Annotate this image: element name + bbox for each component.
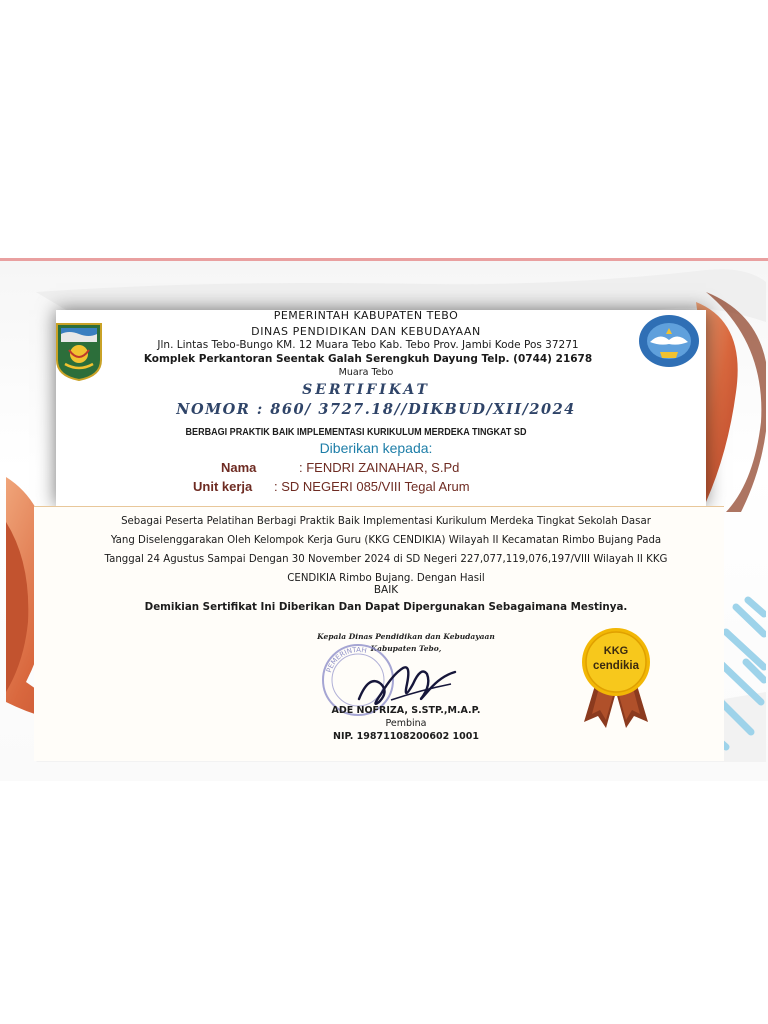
tut-wuri-handayani-emblem-icon (636, 312, 702, 370)
signatory-role: Kepala Dinas Pendidikan dan Kebudayaan (317, 632, 495, 641)
body-line: Yang Diselenggarakan Oleh Kelompok Kerja Guru (KKG CENDIKIA) Wilayah II Kecamatan Rimbo Bujang Pada (110, 535, 662, 546)
stamp-text: PEMERINTAH (325, 645, 368, 674)
unit-value: : SD NEGERI 085/VIII Tegal Arum (274, 479, 470, 494)
gold-medal-ribbon-icon (576, 622, 656, 732)
closing-text: Demikian Sertifikat Ini Diberikan Dan Dapat Dipergunakan Sebagaimana Mestinya. (144, 601, 628, 613)
certificate-subject: BERBAGI PRAKTIK BAIK IMPLEMENTASI KURIKULUM MERDEKA TINGKAT SD (185, 426, 527, 438)
certificate-number: NOMOR : 860/ 3727.18//DIKBUD/XII/2024 (176, 401, 576, 418)
unit-label: Unit kerja (193, 479, 253, 494)
tebo-regency-emblem-icon (53, 320, 105, 382)
name-label: Nama (221, 460, 257, 475)
badge-line2: cendikia (592, 660, 640, 672)
certificate-title: SERTIFIKAT (302, 382, 430, 398)
header-department: DINAS PENDIDIKAN DAN KEBUDAYAAN (251, 325, 481, 338)
given-to-label: Diberikan kepada: (319, 440, 433, 456)
header-city: Muara Tebo (338, 367, 394, 378)
signatory-rank: Pembina (385, 718, 427, 729)
signatory-name: ADE NOFRIZA, S.STP.,M.A.P. (331, 705, 481, 716)
name-value: : FENDRI ZAINAHAR, S.Pd (299, 460, 460, 475)
body-line: CENDIKIA Rimbo Bujang. Dengan Hasil (287, 573, 485, 584)
result-text: BAIK (373, 584, 399, 596)
header-address-line2: Komplek Perkantoran Seentak Galah Serengkuh Dayung Telp. (0744) 21678 (143, 353, 593, 365)
body-line: Sebagai Peserta Pelatihan Berbagi Praktik Baik Implementasi Kurikulum Merdeka Tingkat Sekolah Dasar (121, 516, 651, 527)
signatory-regency: Kabupaten Tebo, (370, 644, 442, 653)
body-line: Tanggal 24 Agustus Sampai Dengan 30 November 2024 di SD Negeri 227,077,119,076,197/VIII Wilayah II KKG (104, 554, 668, 565)
certificate-body (96, 512, 676, 588)
header-address-line1: Jln. Lintas Tebo-Bungo KM. 12 Muara Tebo Kab. Tebo Prov. Jambi Kode Pos 37271 (157, 339, 579, 351)
header-government: PEMERINTAH KABUPATEN TEBO (273, 309, 459, 322)
badge-line1: KKG (603, 645, 629, 657)
signatory-nip: NIP. 19871108200602 1001 (333, 731, 479, 742)
certificate (6, 262, 766, 762)
